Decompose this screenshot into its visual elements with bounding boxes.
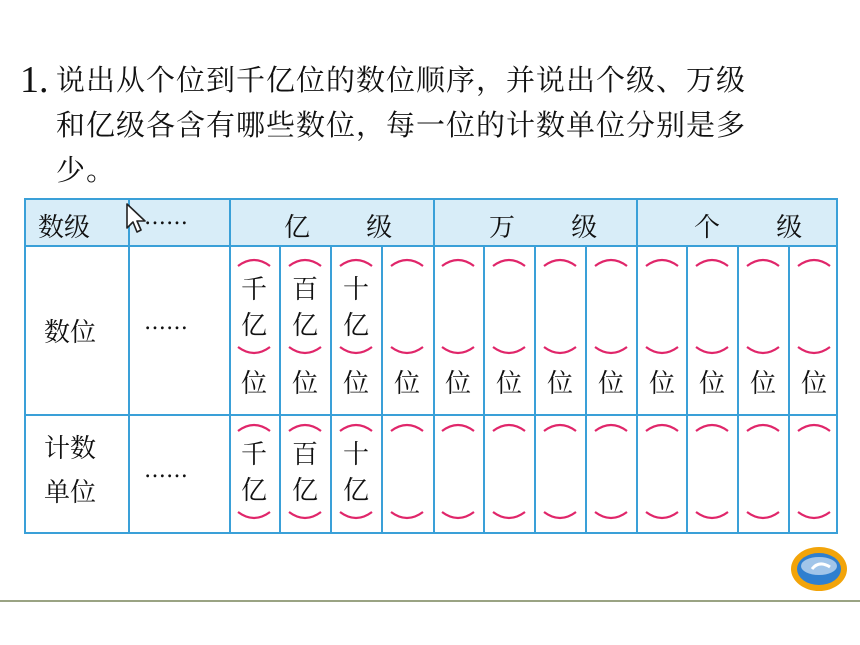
arc-close bbox=[485, 345, 533, 359]
row2-ellipsis: …… bbox=[144, 458, 188, 483]
arc-close bbox=[688, 510, 736, 524]
unit-name-char: 百 bbox=[291, 440, 318, 470]
digit-name-char: 亿 bbox=[240, 311, 267, 341]
place-value-table bbox=[24, 198, 838, 534]
digit-suffix: 位 bbox=[800, 369, 827, 399]
digit-suffix: 位 bbox=[444, 369, 471, 399]
arc-open bbox=[485, 254, 533, 268]
group-wan: 万 级 bbox=[489, 213, 622, 243]
arc-close bbox=[536, 510, 584, 524]
digit-suffix: 位 bbox=[240, 369, 267, 399]
question-text bbox=[56, 58, 848, 193]
arc-close bbox=[281, 510, 329, 524]
arc-close bbox=[383, 345, 431, 359]
arc-open bbox=[281, 419, 329, 433]
row1-ellipsis: …… bbox=[144, 310, 188, 335]
arc-open bbox=[383, 254, 431, 268]
arc-open bbox=[281, 254, 329, 268]
arc-open bbox=[587, 419, 635, 433]
question-line-3: 少。 bbox=[56, 153, 117, 187]
digit-name-char: 百 bbox=[291, 275, 318, 305]
digit-suffix: 位 bbox=[393, 369, 420, 399]
digit-suffix: 位 bbox=[495, 369, 522, 399]
arc-open bbox=[434, 254, 482, 268]
bottom-divider bbox=[0, 600, 860, 602]
arc-close bbox=[485, 510, 533, 524]
digit-name-char: 亿 bbox=[291, 311, 318, 341]
unit-name-char: 十 bbox=[342, 440, 369, 470]
arc-open bbox=[638, 419, 686, 433]
arc-open bbox=[688, 419, 736, 433]
row1-label: 数位 bbox=[44, 318, 97, 348]
arc-close bbox=[587, 510, 635, 524]
arc-close bbox=[230, 510, 278, 524]
header-ellipsis: …… bbox=[144, 205, 188, 230]
unit-name-char: 千 bbox=[240, 440, 267, 470]
digit-suffix: 位 bbox=[342, 369, 369, 399]
arc-close bbox=[536, 345, 584, 359]
digit-name-char: 亿 bbox=[342, 311, 369, 341]
arc-open bbox=[332, 419, 380, 433]
digit-suffix: 位 bbox=[546, 369, 573, 399]
arc-open bbox=[485, 419, 533, 433]
digit-suffix: 位 bbox=[698, 369, 725, 399]
arc-close bbox=[790, 345, 838, 359]
arc-open bbox=[587, 254, 635, 268]
question-number: 1. bbox=[20, 59, 49, 101]
unit-name-char: 亿 bbox=[342, 476, 369, 506]
arc-close bbox=[688, 345, 736, 359]
question-line-1: 说出从个位到千亿位的数位顺序，并说出个级、万级 bbox=[56, 63, 747, 97]
unit-name-char: 亿 bbox=[291, 476, 318, 506]
row2-label-line1: 计数 bbox=[44, 434, 97, 464]
arc-open bbox=[332, 254, 380, 268]
header-row-label: 数级 bbox=[38, 213, 91, 243]
digit-suffix: 位 bbox=[648, 369, 675, 399]
arc-close bbox=[739, 510, 787, 524]
arc-open bbox=[536, 419, 584, 433]
arc-close bbox=[587, 345, 635, 359]
arc-open bbox=[790, 254, 838, 268]
arc-close bbox=[332, 510, 380, 524]
mouse-pointer-icon bbox=[124, 202, 146, 236]
arc-open bbox=[739, 254, 787, 268]
arc-open bbox=[739, 419, 787, 433]
unit-name-char: 亿 bbox=[240, 476, 267, 506]
question-line-2: 和亿级各含有哪些数位，每一位的计数单位分别是多 bbox=[56, 108, 747, 142]
group-yi: 亿 级 bbox=[284, 213, 417, 243]
digit-suffix: 位 bbox=[291, 369, 318, 399]
arc-open bbox=[688, 254, 736, 268]
arc-close bbox=[638, 510, 686, 524]
arc-open bbox=[536, 254, 584, 268]
digit-name-char: 千 bbox=[240, 275, 267, 305]
arc-close bbox=[638, 345, 686, 359]
arc-close bbox=[230, 345, 278, 359]
arc-open bbox=[434, 419, 482, 433]
next-page-icon[interactable] bbox=[790, 546, 848, 592]
arc-close bbox=[281, 345, 329, 359]
arc-open bbox=[230, 419, 278, 433]
arc-close bbox=[434, 345, 482, 359]
arc-open bbox=[230, 254, 278, 268]
group-ge: 个 级 bbox=[694, 213, 827, 243]
arc-close bbox=[739, 345, 787, 359]
arc-open bbox=[383, 419, 431, 433]
row2-label-line2: 单位 bbox=[44, 478, 97, 508]
digit-suffix: 位 bbox=[597, 369, 624, 399]
arc-open bbox=[638, 254, 686, 268]
digit-name-char: 十 bbox=[342, 275, 369, 305]
arc-close bbox=[790, 510, 838, 524]
arc-close bbox=[434, 510, 482, 524]
arc-open bbox=[790, 419, 838, 433]
arc-close bbox=[332, 345, 380, 359]
digit-suffix: 位 bbox=[749, 369, 776, 399]
arc-close bbox=[383, 510, 431, 524]
